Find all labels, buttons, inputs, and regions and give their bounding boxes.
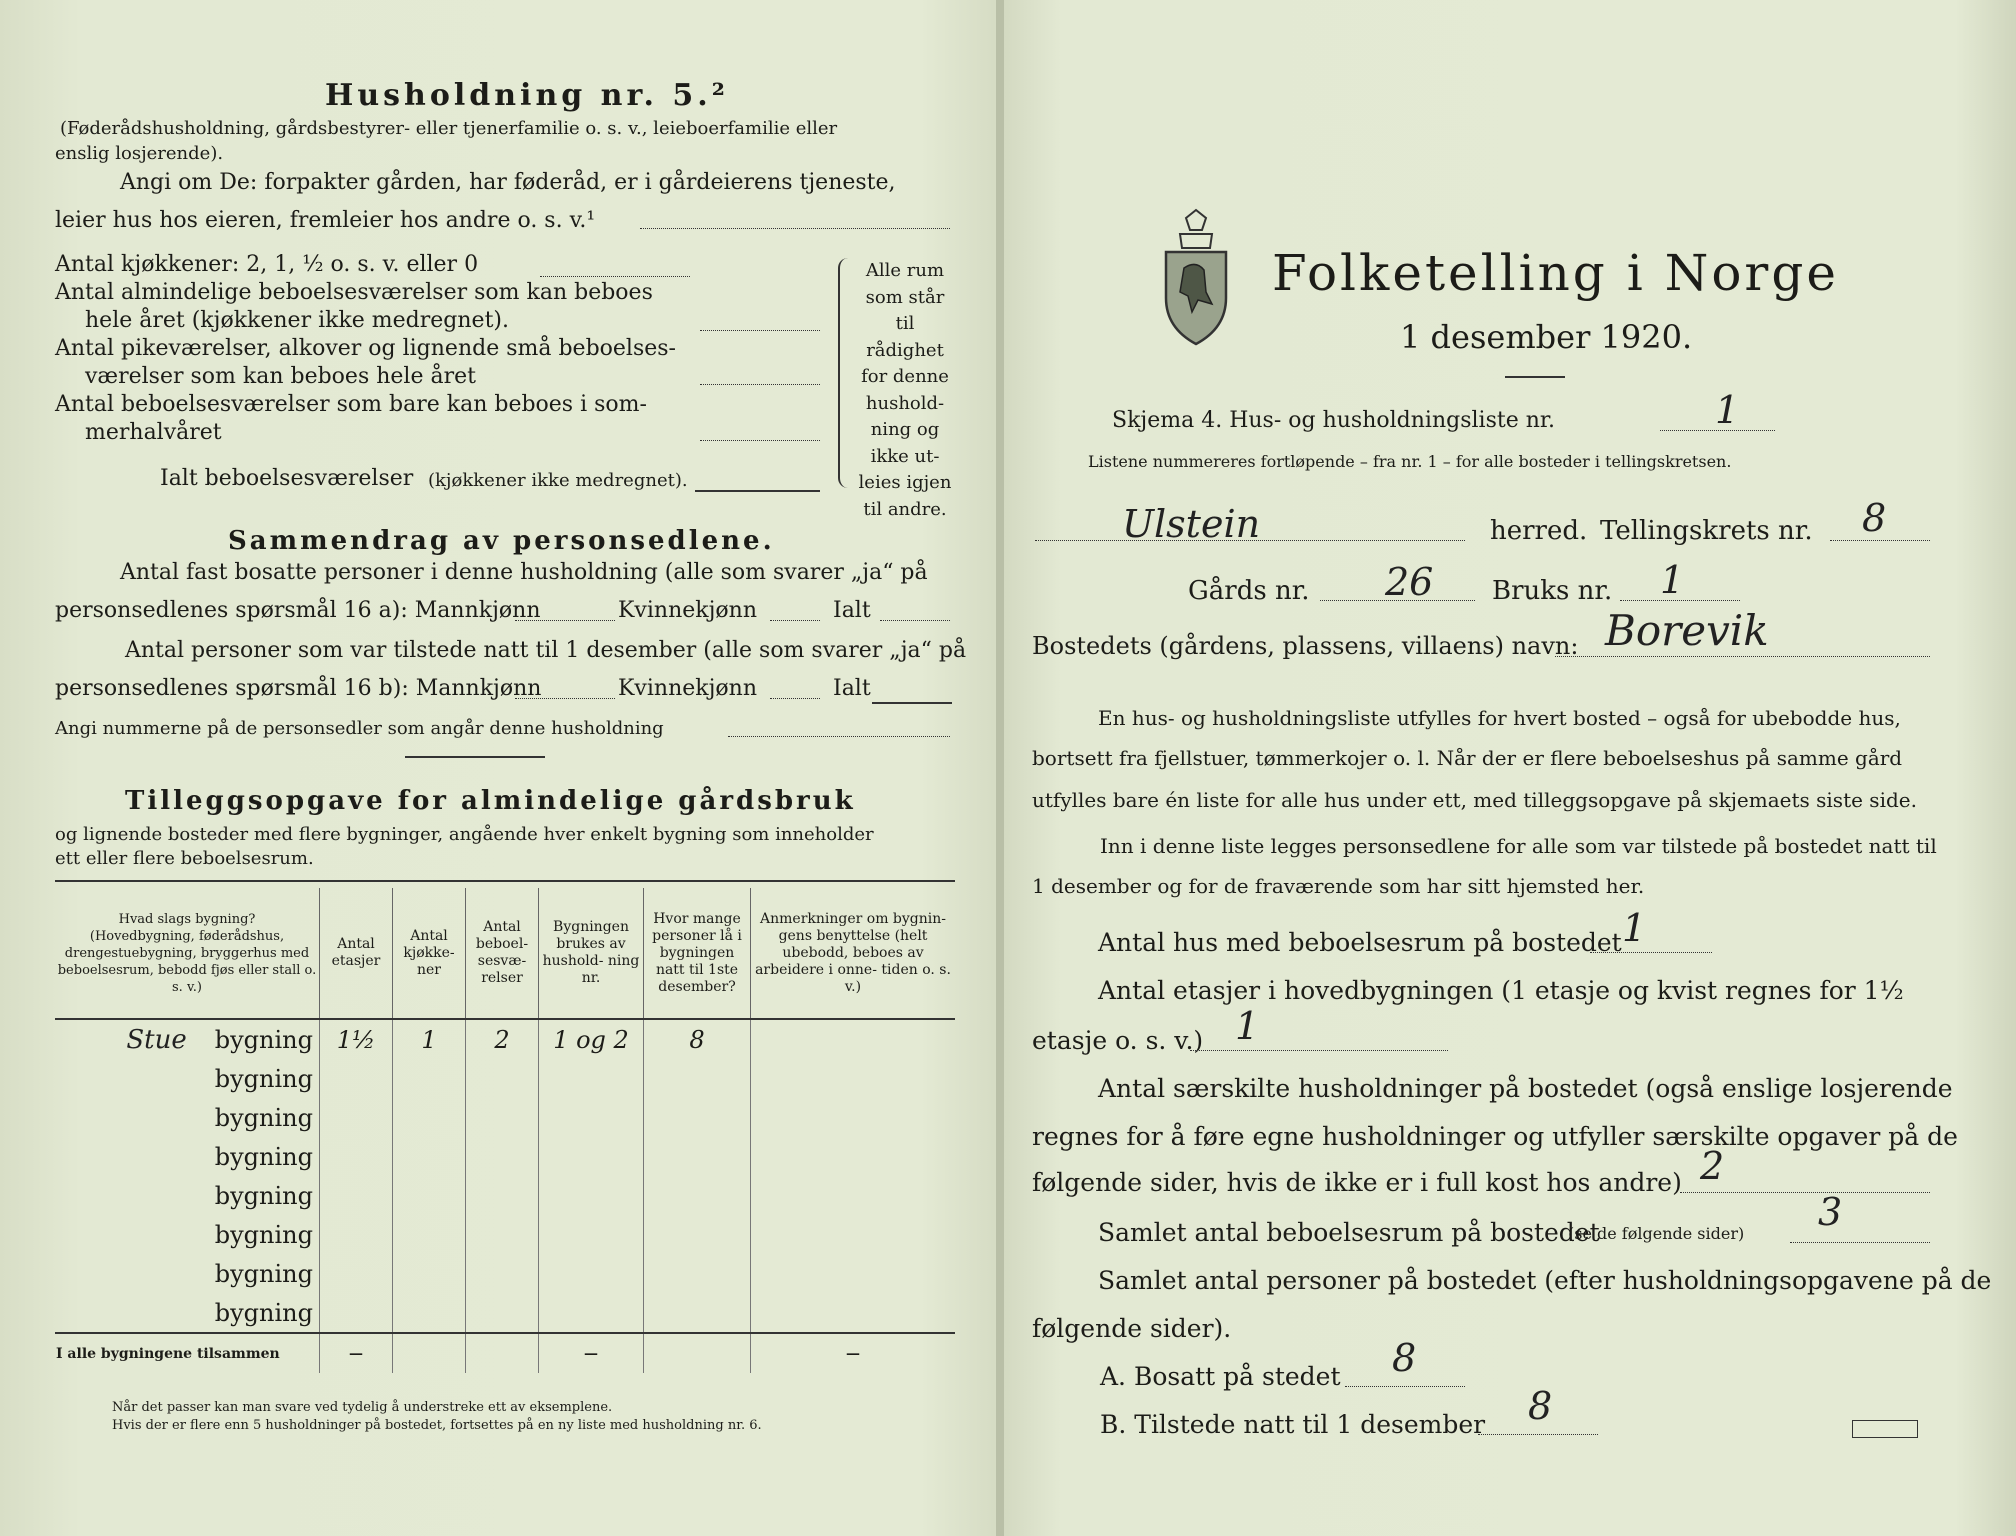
table-cell [751, 1098, 956, 1137]
tillegg-2: ett eller flere beboelsesrum. [55, 848, 314, 869]
para-2: bortsett fra fjellstuer, tømmerkojer o. l. Når der er flere beboelseshus på samme gård [1032, 746, 1903, 770]
table-sum-row [55, 1333, 955, 1373]
etasjer-field [1190, 1050, 1448, 1051]
kitchens-label: Antal kjøkkener: 2, 1, ½ o. s. v. eller 0 [55, 252, 479, 277]
table-cell: 1 [393, 1019, 466, 1059]
table-cell [466, 1059, 539, 1098]
table-cell [539, 1293, 644, 1333]
bygning-label: bygning [214, 1064, 313, 1093]
para-5: 1 desember og for de fraværende som har sitt hjemsted her. [1032, 874, 1645, 898]
etasjer-label: Antal etasjer i hovedbygningen (1 etasje og kvist regnes for 1½ [1098, 976, 1904, 1005]
bygning-label: bygning [214, 1103, 313, 1132]
bygning-label: bygning [214, 1181, 313, 1210]
summary-2a: Antal personer som var tilstede natt til 1 desember (alle som svarer „ja“ på [125, 638, 967, 663]
angi-line-1: Angi om De: forpakter gården, har føderåd, er i gårdeierens tjeneste, [120, 170, 896, 195]
hus-label: Antal hus med beboelsesrum på bostedet [1098, 928, 1622, 957]
table-cell [751, 1254, 956, 1293]
krets-label: Tellingskrets nr. [1600, 516, 1813, 546]
para-3: utfylles bare én liste for alle hus under ett, med tilleggsopgave på skjemaets siste side. [1032, 788, 1917, 812]
table-cell [393, 1293, 466, 1333]
total-field-1 [880, 620, 950, 621]
table-cell [320, 1176, 393, 1215]
rooms-label-2: hele året (kjøkkener ikke medregnet). [85, 308, 509, 333]
table-cell [539, 1176, 644, 1215]
table-cell [644, 1059, 751, 1098]
table-cell [466, 1176, 539, 1215]
bosted-value: Borevik [1605, 606, 1769, 655]
side-note-line: som står til [865, 286, 945, 334]
gards-label: Gårds nr. [1188, 576, 1310, 606]
small-rooms-field [700, 384, 820, 385]
table-cell [751, 1215, 956, 1254]
table-cell [644, 1098, 751, 1137]
husholdninger-label-3: følgende sider, hvis de ikke er i full kost hos andre) [1032, 1168, 1682, 1197]
rum-value: 3 [1818, 1190, 1843, 1234]
census-title: Folketelling i Norge [1272, 244, 1839, 302]
angi-line-2: leier hus hos eieren, fremleier hos andre o. s. v.¹ [55, 208, 596, 233]
table-cell: — [320, 1333, 393, 1373]
table-cell [644, 1215, 751, 1254]
side-note-line: rådighet [866, 339, 944, 361]
col-kitchens: Antal kjøkke- ner [393, 888, 466, 1019]
side-note-line: til andre. [863, 498, 947, 520]
side-note [855, 258, 955, 523]
building-cell [55, 1019, 320, 1059]
table-cell [751, 1137, 956, 1176]
page-fold [996, 0, 1004, 1536]
table-row [55, 1254, 955, 1293]
krets-value: 8 [1862, 496, 1887, 540]
summer-rooms-label-2: merhalvåret [85, 420, 222, 445]
hus-field [1590, 952, 1712, 953]
table-cell [393, 1176, 466, 1215]
table-cell [320, 1293, 393, 1333]
total-rooms-note: (kjøkkener ikke medregnet). [428, 470, 688, 491]
col-floors: Antal etasjer [320, 888, 393, 1019]
footnote-1: Når det passer kan man svare ved tydelig å understreke ett av eksemplene. [112, 1400, 613, 1415]
table-cell [644, 1176, 751, 1215]
table-cell [751, 1176, 956, 1215]
bosatt-field [1345, 1386, 1465, 1387]
table-cell [466, 1293, 539, 1333]
col-persons: Hvor mange personer lå i bygningen natt til 1ste desember? [644, 888, 751, 1019]
table-cell [466, 1215, 539, 1254]
household-title: Husholdning nr. 5.² [325, 78, 729, 113]
angi-nummer: Angi nummerne på de personsedler som angår denne husholdning [55, 718, 664, 739]
kitchens-field [540, 276, 690, 277]
bosatt-value: 8 [1392, 1336, 1417, 1380]
table-cell [644, 1254, 751, 1293]
table-cell [539, 1137, 644, 1176]
total-field-2 [872, 702, 952, 704]
bygning-label: bygning [214, 1259, 313, 1288]
table-cell [539, 1215, 644, 1254]
col-rooms: Antal beboel- sesvæ- relser [466, 888, 539, 1019]
listene-note: Listene nummereres fortløpende – fra nr. 1 – for alle bosteder i tellingskretsen. [1088, 452, 1732, 471]
col-building: Hvad slags bygning? (Hovedbygning, føderådshus, drengestuebygning, bryggerhus med beboelsesrum, bebodd fjøs eller stall o. s. v.) [55, 888, 320, 1019]
total-label-2: Ialt [833, 676, 871, 701]
small-rooms-label: Antal pikeværelser, alkover og lignende små beboelses- [55, 336, 676, 361]
table-cell: — [539, 1333, 644, 1373]
bosatt-label: A. Bosatt på stedet [1100, 1362, 1341, 1391]
herred-value: Ulstein [1122, 502, 1261, 546]
women-label-1: Kvinnekjønn [618, 598, 757, 623]
printer-stamp [1852, 1420, 1918, 1438]
table-cell [320, 1215, 393, 1254]
census-date: 1 desember 1920. [1400, 318, 1693, 356]
side-note-line: for denne [861, 366, 949, 387]
tillegg-title: Tilleggsopgave for almindelige gårdsbruk [125, 786, 856, 816]
rooms-label: Antal almindelige beboelsesværelser som kan beboes [55, 280, 653, 305]
side-note-line: leies igjen [858, 472, 952, 493]
bygning-label: bygning [214, 1025, 313, 1054]
table-cell [393, 1333, 466, 1373]
table-header [55, 888, 955, 1019]
table-cell [644, 1137, 751, 1176]
rum-field [1790, 1242, 1930, 1243]
col-household: Bygningen brukes av hushold- ning nr. [539, 888, 644, 1019]
table-cell [539, 1059, 644, 1098]
table-cell [466, 1137, 539, 1176]
tilstede-value: 8 [1528, 1384, 1553, 1428]
table-row [55, 1137, 955, 1176]
krets-field [1830, 540, 1930, 541]
summary-1b: personsedlenes spørsmål 16 a): Mannkjønn [55, 598, 541, 623]
brace [838, 258, 850, 488]
summary-1a: Antal fast bosatte personer i denne husholdning (alle som svarer „ja“ på [120, 560, 928, 585]
footnote-2: Hvis der er flere enn 5 husholdninger på bostedet, fortsettes på en ny liste med husholdning nr. 6. [112, 1418, 762, 1433]
husholdninger-label-2: regnes for å føre egne husholdninger og utfyller særskilte opgaver på de [1032, 1122, 1958, 1151]
personer-label: Samlet antal personer på bostedet (efter husholdningsopgavene på de [1098, 1266, 1992, 1295]
building-table [55, 888, 955, 1373]
men-field-1 [515, 620, 615, 621]
table-cell [320, 1059, 393, 1098]
household-intro-2: enslig losjerende). [55, 143, 224, 164]
table-cell [644, 1333, 751, 1373]
summary-title: Sammendrag av personsedlene. [228, 526, 775, 556]
table-cell [751, 1019, 956, 1059]
herred-label: herred. [1490, 516, 1588, 546]
skjema-value: 1 [1715, 388, 1740, 432]
nummer-field [728, 736, 950, 737]
summer-rooms-field [700, 440, 820, 441]
angi-fill-line [640, 228, 950, 229]
table-row [55, 1059, 955, 1098]
total-rooms-label: Ialt beboelsesværelser [160, 466, 414, 491]
men-field-2 [515, 698, 615, 699]
bygning-label: bygning [214, 1220, 313, 1249]
table-row [55, 1019, 955, 1059]
bosted-field [1555, 656, 1930, 657]
etasjer-value: 1 [1235, 1004, 1260, 1048]
divider [405, 756, 545, 758]
sum-label: I alle bygningene tilsammen [55, 1333, 320, 1373]
hus-value: 1 [1622, 906, 1647, 950]
table-cell [644, 1293, 751, 1333]
women-label-2: Kvinnekjønn [618, 676, 757, 701]
side-note-line: ning og [870, 419, 940, 440]
gards-value: 26 [1385, 560, 1434, 604]
summary-2b: personsedlenes spørsmål 16 b): Mannkjønn [55, 676, 542, 701]
women-field-2 [770, 698, 820, 699]
table-cell [751, 1059, 956, 1098]
table-cell [393, 1215, 466, 1254]
table-cell [320, 1254, 393, 1293]
total-rooms-field [695, 490, 820, 492]
table-cell [320, 1137, 393, 1176]
bruks-label: Bruks nr. [1492, 576, 1613, 606]
table-cell [393, 1137, 466, 1176]
small-rooms-label-2: værelser som kan beboes hele året [85, 364, 476, 389]
table-cell [751, 1293, 956, 1333]
table-cell [539, 1098, 644, 1137]
table-top-rule [55, 880, 955, 882]
table-cell [466, 1254, 539, 1293]
table-cell [393, 1098, 466, 1137]
tilstede-label: B. Tilstede natt til 1 desember [1100, 1410, 1486, 1439]
table-row [55, 1098, 955, 1137]
rum-label: Samlet antal beboelsesrum på bostedet [1098, 1218, 1600, 1247]
side-note-line: hushold- [865, 392, 945, 414]
para-4: Inn i denne liste legges personsedlene for alle som var tilstede på bostedet natt til [1100, 834, 1937, 858]
para-1: En hus- og husholdningsliste utfylles for hvert bosted – også for ubebodde hus, [1098, 706, 1901, 730]
total-label-1: Ialt [833, 598, 871, 623]
col-remarks: Anmerkninger om bygnin- gens benyttelse (helt ubebodd, beboes av arbeidere i onne- tiden o. s. v.) [751, 888, 956, 1019]
skjema-label: Skjema 4. Hus- og husholdningsliste nr. [1112, 408, 1555, 433]
title-divider [1505, 376, 1565, 378]
rum-note: (se de følgende sider) [1568, 1224, 1745, 1243]
women-field-1 [770, 620, 820, 621]
husholdninger-value: 2 [1700, 1144, 1725, 1188]
tilstede-field [1478, 1434, 1598, 1435]
table-cell: — [751, 1333, 956, 1373]
husholdninger-label: Antal særskilte husholdninger på bostedet (også enslige losjerende [1098, 1074, 1953, 1103]
summer-rooms-label: Antal beboelsesværelser som bare kan beboes i som- [55, 392, 647, 417]
coat-of-arms-icon [1158, 208, 1234, 348]
bygning-label: bygning [214, 1298, 313, 1327]
table-cell: 1½ [320, 1019, 393, 1059]
personer-label-2: følgende sider). [1032, 1314, 1232, 1343]
table-cell [466, 1333, 539, 1373]
husholdninger-field [1680, 1192, 1930, 1193]
side-note-line: ikke ut- [870, 445, 940, 467]
table-cell [466, 1098, 539, 1137]
table-cell [539, 1254, 644, 1293]
table-cell: 1 og 2 [539, 1019, 644, 1059]
table-cell [320, 1098, 393, 1137]
bruks-value: 1 [1660, 558, 1685, 602]
rooms-field [700, 330, 820, 331]
bosted-label: Bostedets (gårdens, plassens, villaens) navn: [1032, 632, 1579, 660]
side-note-line: Alle rum [865, 260, 945, 281]
table-cell [393, 1059, 466, 1098]
table-row [55, 1293, 955, 1333]
bygning-label: bygning [214, 1142, 313, 1171]
table-cell: 2 [466, 1019, 539, 1059]
building-type: Stue [126, 1024, 187, 1055]
table-row [55, 1215, 955, 1254]
table-row [55, 1176, 955, 1215]
etasjer-label-2: etasje o. s. v.) [1032, 1026, 1204, 1055]
table-cell: 8 [644, 1019, 751, 1059]
table-cell [393, 1254, 466, 1293]
household-intro: (Føderådshusholdning, gårdsbestyrer- eller tjenerfamilie o. s. v., leieboerfamilie eller [60, 118, 838, 139]
tillegg-1: og lignende bosteder med flere bygninger, angående hver enkelt bygning som inneholder [55, 824, 874, 845]
